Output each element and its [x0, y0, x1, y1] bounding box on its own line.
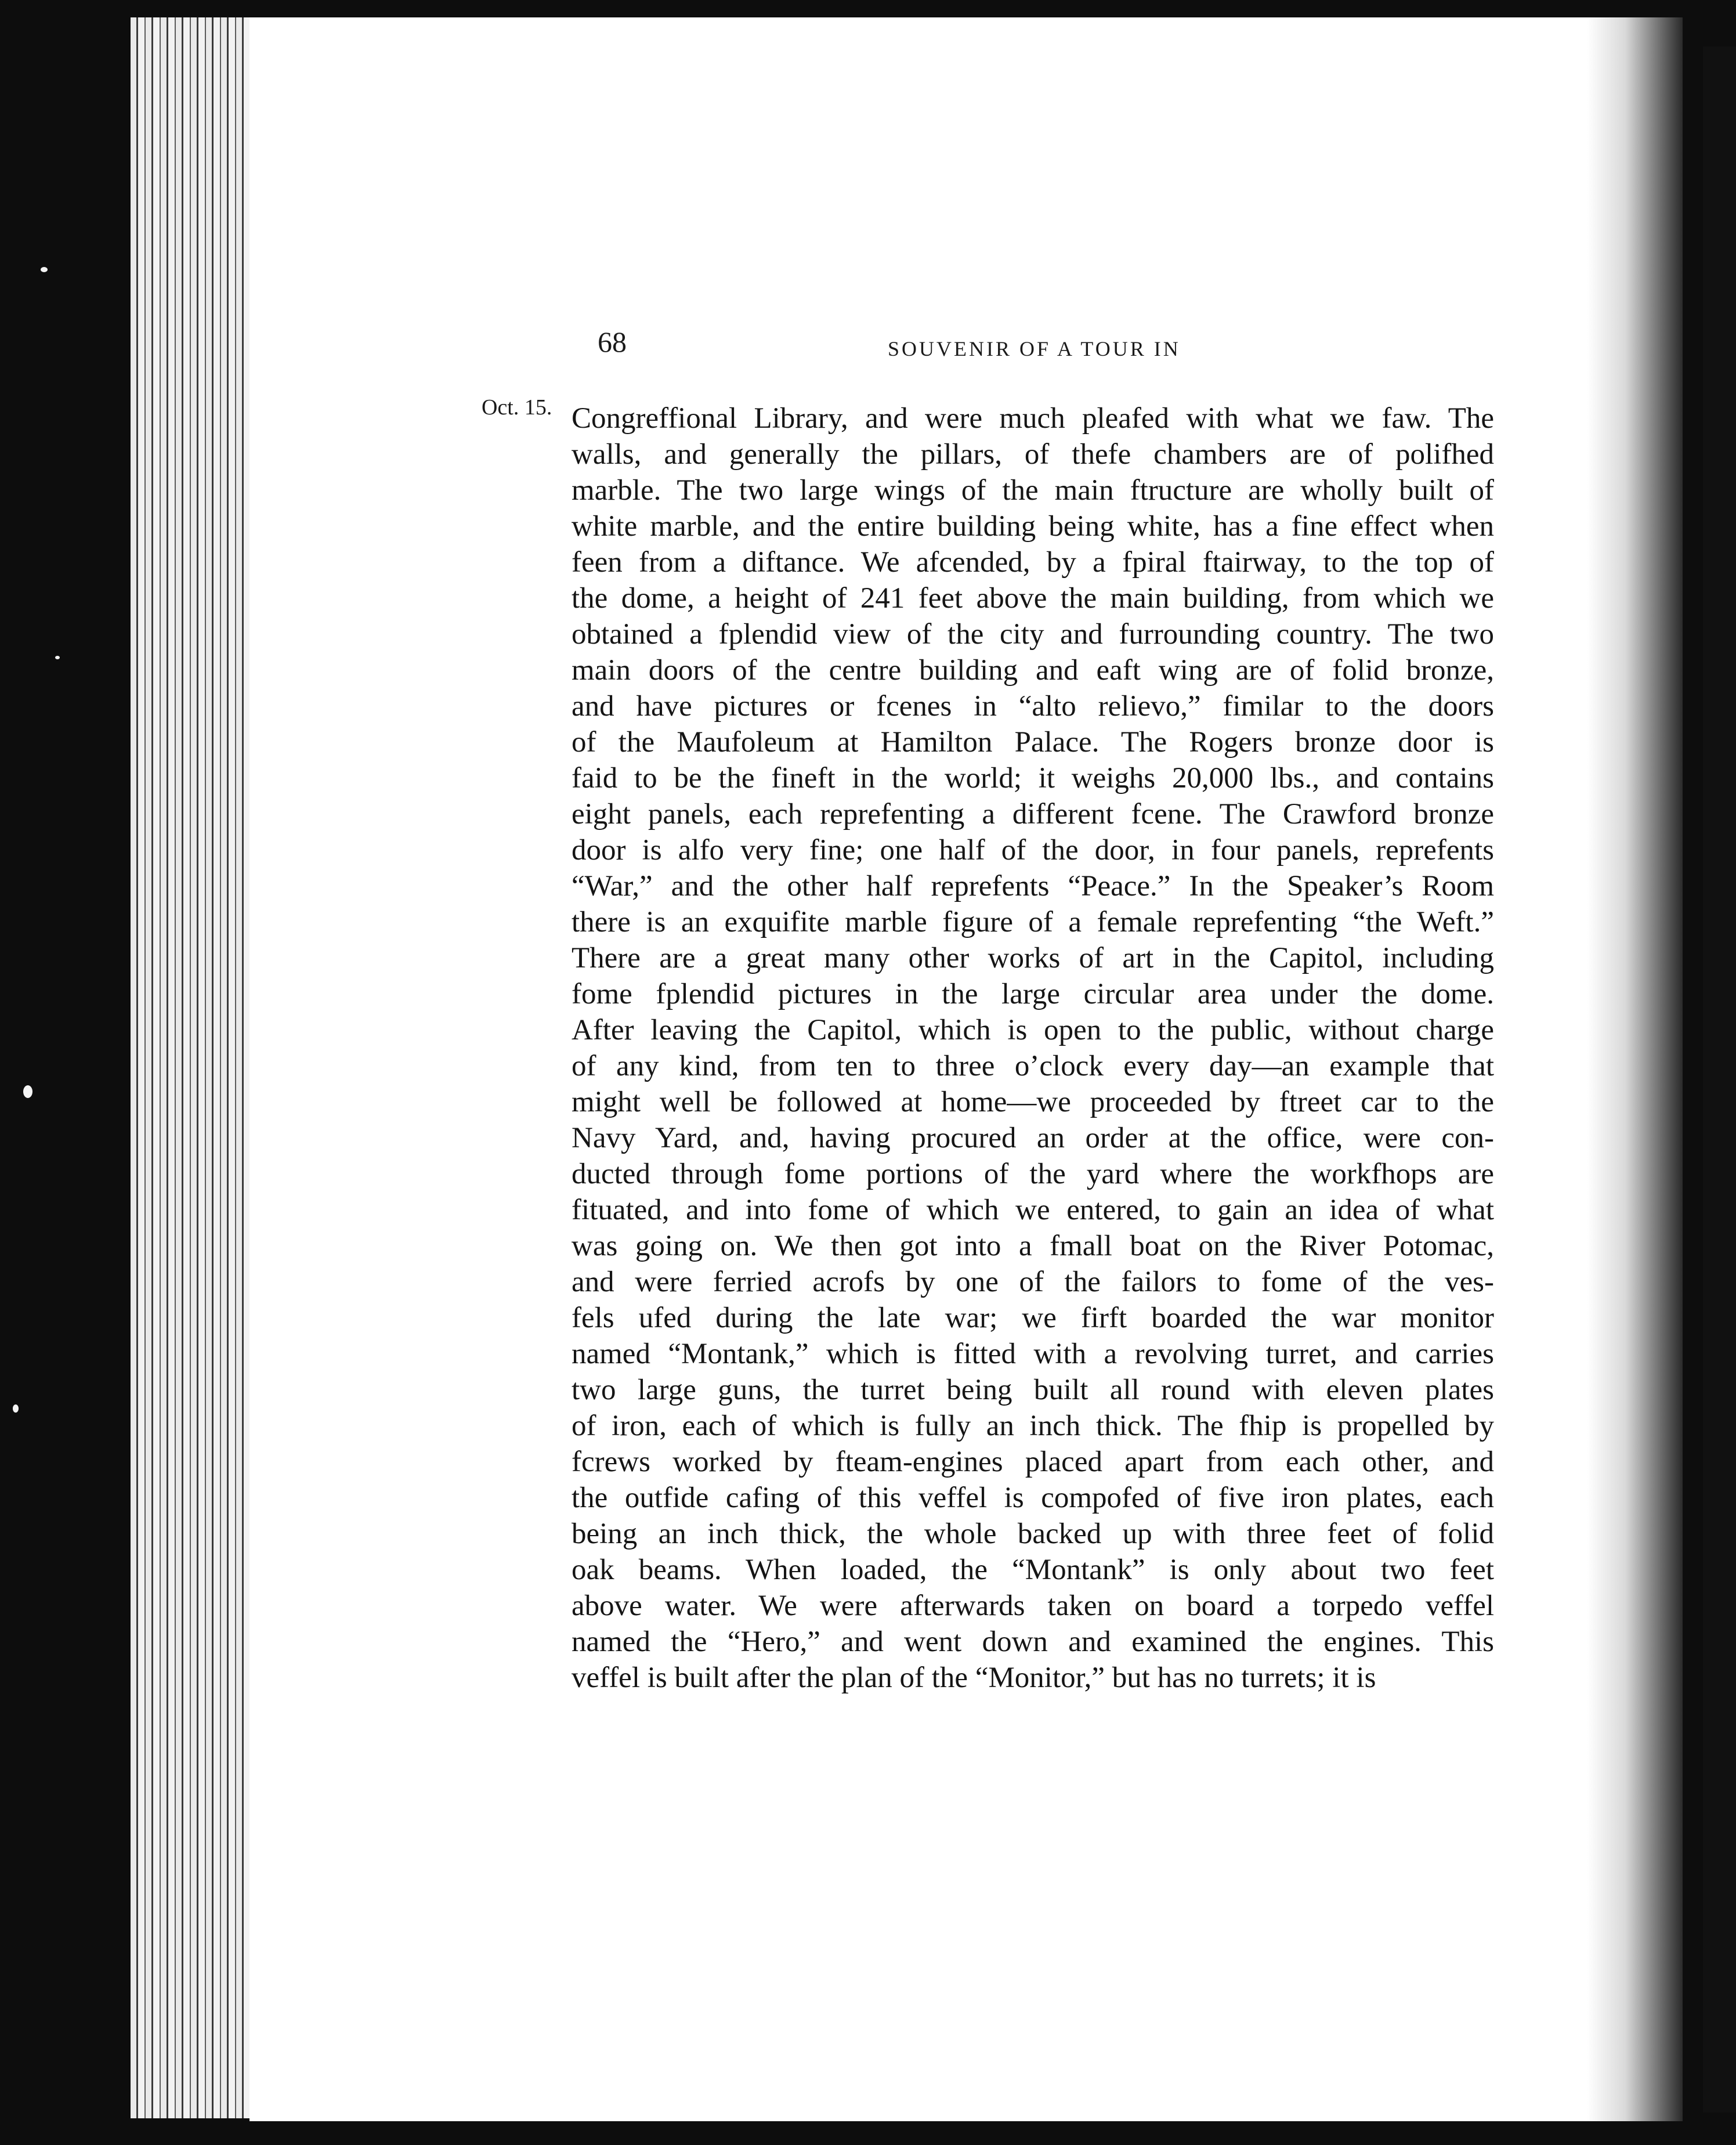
text-line: of iron, each of which is fully an inch thick. The fhip is propelled by: [572, 1410, 1494, 1442]
text-line: there is an exquifite marble figure of a female reprefenting “the Weft.”: [572, 906, 1494, 938]
text-line: was going on. We then got into a fmall boat on the River Potomac,: [572, 1230, 1494, 1262]
page-gutter-shadow: [1587, 17, 1683, 2121]
text-line: two large guns, the turret being built all round with eleven plates: [572, 1374, 1494, 1406]
text-line: Congreffional Library, and were much pleafed with what we faw. The: [572, 402, 1494, 435]
text-line: being an inch thick, the whole backed up with three feet of folid: [572, 1518, 1494, 1550]
dust-speck: [55, 656, 60, 659]
running-head: [592, 325, 1242, 371]
text-line: faid to be the fineft in the world; it weighs 20,000 lbs., and contains: [572, 762, 1494, 795]
text-line: obtained a fplendid view of the city and furrounding country. The two: [572, 618, 1494, 651]
text-line: of any kind, from ten to three o’clock every day—an example that: [572, 1050, 1494, 1082]
text-line: veffel is built after the plan of the “Monitor,” but has no turrets; it is: [572, 1662, 1376, 1694]
text-line: fcrews worked by fteam-engines placed apart from each other, and: [572, 1446, 1494, 1478]
text-line: “War,” and the other half reprefents “Peace.” In the Speaker’s Room: [572, 870, 1494, 902]
text-line: walls, and generally the pillars, of thefe chambers are of polifhed: [572, 438, 1494, 471]
text-line: and were ferried acrofs by one of the failors to fome of the ves-: [572, 1266, 1494, 1298]
facing-page-edge: [1703, 46, 1736, 2112]
text-line: might well be followed at home—we proceeded by ftreet car to the: [572, 1086, 1494, 1118]
text-line: above water. We were afterwards taken on board a torpedo veffel: [572, 1590, 1494, 1622]
text-line: fome fplendid pictures in the large circular area under the dome.: [572, 978, 1494, 1010]
body-text: [572, 400, 1494, 1696]
page-number: 68: [598, 326, 627, 358]
text-line: ducted through fome portions of the yard where the workfhops are: [572, 1158, 1494, 1190]
book-page-edges: [131, 17, 255, 2118]
text-line: feen from a diftance. We afcended, by a fpiral ftairway, to the top of: [572, 546, 1494, 579]
text-line: Navy Yard, and, having procured an order at the office, were con-: [572, 1122, 1494, 1154]
running-title: SOUVENIR OF A TOUR IN: [888, 337, 1181, 360]
dust-speck: [23, 1085, 32, 1098]
text-line: white marble, and the entire building being white, has a fine effect when: [572, 510, 1494, 543]
text-line: main doors of the centre building and eaft wing are of folid bronze,: [572, 654, 1494, 687]
text-line: door is alfo very fine; one half of the door, in four panels, reprefents: [572, 834, 1494, 866]
text-line: named “Montank,” which is fitted with a revolving turret, and carries: [572, 1338, 1494, 1370]
text-line: of the Maufoleum at Hamilton Palace. The Rogers bronze door is: [572, 726, 1494, 759]
dust-speck: [13, 1404, 19, 1413]
text-line: fels ufed during the late war; we firft boarded the war monitor: [572, 1302, 1494, 1334]
text-line: There are a great many other works of art in the Capitol, including: [572, 942, 1494, 974]
dust-speck: [41, 267, 48, 272]
text-line: and have pictures or fcenes in “alto relievo,” fimilar to the doors: [572, 690, 1494, 723]
text-line: oak beams. When loaded, the “Montank” is only about two feet: [572, 1554, 1494, 1586]
text-line: named the “Hero,” and went down and examined the engines. This: [572, 1626, 1494, 1658]
margin-date-note: Oct. 15.: [482, 395, 552, 420]
text-line: fituated, and into fome of which we entered, to gain an idea of what: [572, 1194, 1494, 1226]
text-line: the dome, a height of 241 feet above the main building, from which we: [572, 582, 1494, 615]
text-line: After leaving the Capitol, which is open to the public, without charge: [572, 1014, 1494, 1046]
text-line: marble. The two large wings of the main ftructure are wholly built of: [572, 474, 1494, 507]
text-line: eight panels, each reprefenting a different fcene. The Crawford bronze: [572, 798, 1494, 830]
text-line: the outfide cafing of this veffel is compofed of five iron plates, each: [572, 1482, 1494, 1514]
